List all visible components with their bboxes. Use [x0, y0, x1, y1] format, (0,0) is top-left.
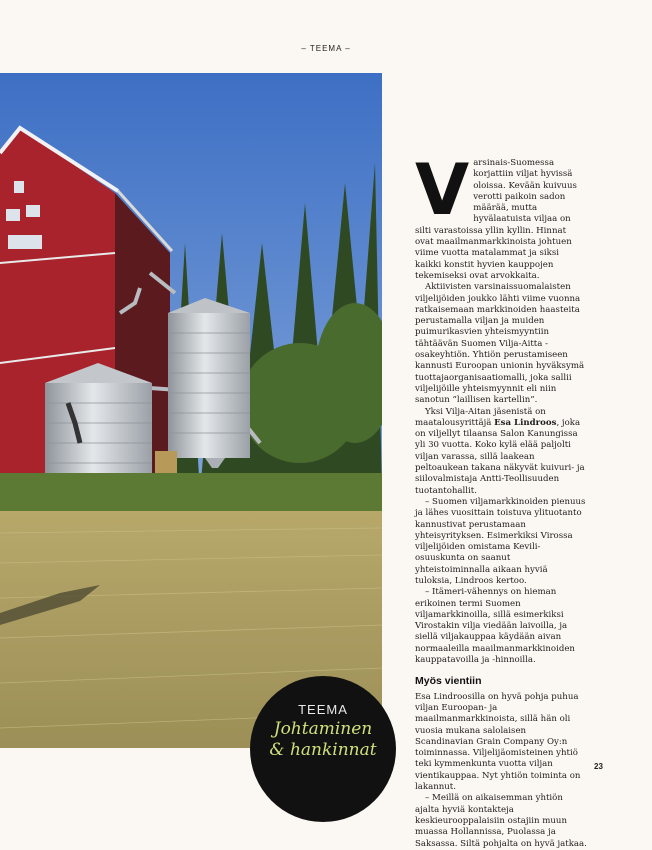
article-paragraph: arsinais-Suomessa korjattiin viljat hyvissä oloissa. Kevään kuivuus verotti paikoin sadon määrää, mutta hyvälaatuista viljaa on silti varastoissa yllin kyllin. Hinnat ovat maailmanmarkkinoista johtuen viime vuotta matalammat ja siksi kaikki konstit hyvien kauppojen tekemiseksi ovat arvokkaita. [415, 158, 577, 281]
paragraph-text: , joka on viljellyt tilaansa Salon Kanungissa yli 30 vuotta. Koko kylä elää paljolti viljan varassa, sillä laakean peltoaukean takana näkyvät kuivuri- ja siilovalmistaja Antti-Teollisuuden tuotantohallit. [415, 417, 585, 496]
article-paragraph: – Itämeri-vähennys on hieman erikoinen termi Suomen viljamarkkinoilla, sillä esimerkiksi Virostakin vilja viedään laivoilla, ja siellä viljakauppaa käydään aivan normaaleilla maailmanmarkkinoiden kauppatavoilla ja -hinnoilla. [415, 587, 575, 666]
article-paragraph: Esa Lindroosilla on hyvä pohja puhua viljan Euroopan- ja maailmanmarkkinoista, sillä hän oli vuosia mukana salolaisen Scandinavian Grain Company Oy:n toiminnassa. Viljelijäomisteinen yhtiö teki kymmenkunta vuotta viljan vientikauppaa. Nyt yhtiön toiminta on lakannut. [415, 691, 581, 793]
article-paragraph [415, 407, 587, 497]
article-paragraph: – Suomen viljamarkkinoiden pienuus ja lähes vuosittain toistuva ylituotanto kannustivat perustamaan yhteisyrityksen. Esimerkiksi Virossa viljelijöiden omistama Kevili-osuuskunta on saanut yhteistoiminnalla aikaan hyviä tuloksia, Lindroos kertoo. [415, 496, 586, 586]
page-number: 23 [594, 762, 603, 771]
article-paragraph: – Meillä on aikaisemman yhtiön ajalta hyviä kontakteja keskieurooppalaisiin ostajiin muun muassa Hollannissa, Puolassa ja Saksassa. Siltä pohjalta on hyvä jatkaa. [415, 793, 587, 849]
paragraph-text: Yksi Vilja-Aitan jäsenistä on maatalousyrittäjä [415, 406, 546, 428]
badge-label: TEEMA [298, 702, 348, 717]
article-column [415, 149, 587, 850]
section-label: – TEEMA – [301, 44, 351, 53]
drop-cap: V [415, 149, 470, 231]
badge-title-line2: & hankinnat [269, 740, 377, 760]
theme-badge [250, 676, 396, 822]
farm-photo [0, 73, 382, 748]
subheading: Myös vientiin [415, 675, 482, 688]
badge-title-line1: Johtaminen [273, 719, 373, 739]
article-paragraph: Aktiivisten varsinaissuomalaisten viljelijöiden joukko lähti viime vuonna ratkaisemaan markkinoiden haasteita perustamalla viljan ja muiden puimurikasvien yhteismyyntiin tähtäävän Suomen Vilja-Aitta -osakeyhtiön. Yhtiön perustamiseen kannusti Euroopan unionin hyväksymä tuottajaorganisaatiomalli, joka sallii viljelijöille yhteismyynnit eli niin sanotun ”laillisen kartellin”. [415, 282, 585, 406]
person-name: Esa Lindroos [494, 417, 557, 428]
